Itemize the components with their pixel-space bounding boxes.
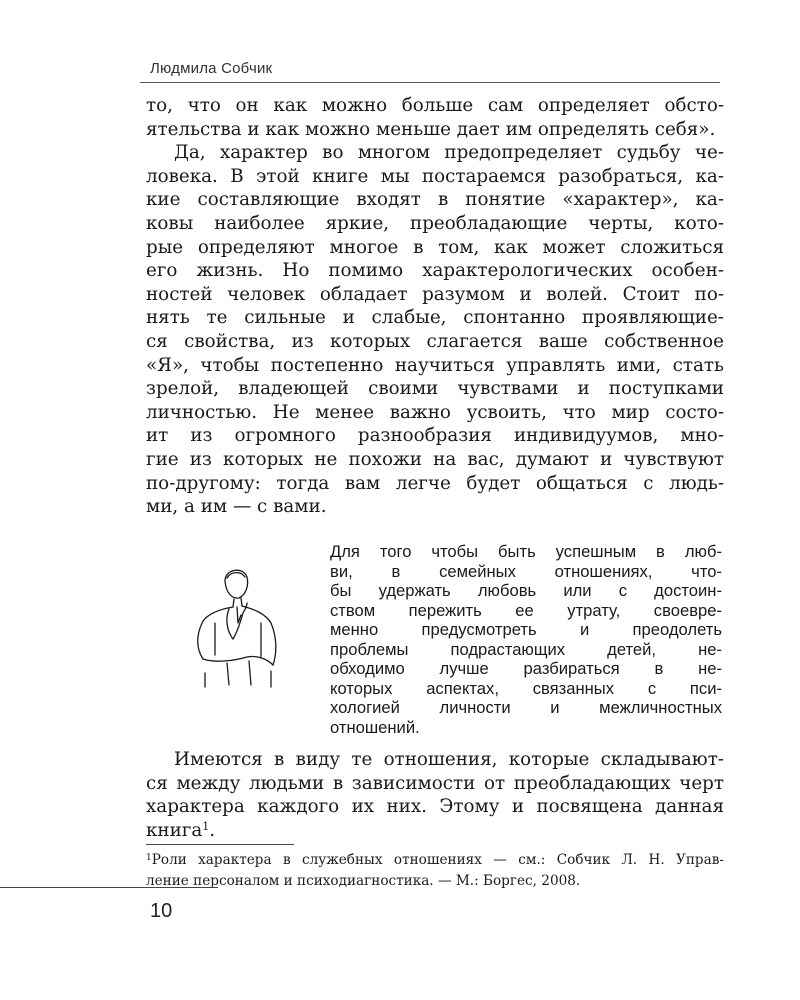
last-word: книга (146, 819, 203, 841)
footnote-mark: 1 (146, 853, 152, 863)
text-line: то, что он как можно больше сам определяет обсто- (146, 95, 724, 116)
text-line: ятельства и как можно меньше дает им определять себя». (146, 118, 716, 140)
callout-line: отношений. (330, 717, 420, 737)
text-line: его жизнь. Но помимо характерологических особен- (146, 260, 724, 282)
text-line: нять те сильные и слабые, спонтанно проявляющие- (146, 307, 724, 329)
text-line: по-другому: тогда вам легче будет общаться с людь- (146, 472, 724, 494)
header-rule (140, 82, 720, 83)
callout-line: проблемы подрастающих детей, не- (330, 639, 722, 659)
callout-box (330, 542, 722, 737)
text-line: рые определяют многое в том, как может сложиться (146, 236, 724, 258)
text-line: ловека. В этой книге мы постараемся разобраться, ка- (146, 165, 724, 187)
callout-line: обходимо лучше разбираться в не- (330, 659, 722, 678)
text-line: «Я», чтобы постепенно научиться управлять ими, стать (146, 354, 724, 376)
text-line: книга$^1$. (146, 819, 216, 841)
text-line: кие составляющие входят в понятие «характер», ка- (146, 189, 724, 211)
callout-line: Для того чтобы быть успешным в люб- (330, 542, 722, 561)
footnote-line (146, 850, 724, 871)
text-line: ся между людьми в зависимости от преобладающих черт (146, 772, 724, 794)
text-line: ся свойства, из которых слагается ваше собственное (146, 330, 724, 352)
text-line: Имеются в виду те отношения, которые складывают- (174, 749, 724, 770)
text-line: зрелой, владеющей своими чувствами и поступками (146, 378, 724, 400)
text-line: Да, характер во многом предопределяет судьбу че- (174, 142, 724, 164)
text-line: ми, а им — с вами. (146, 496, 327, 518)
text-line: ковы наиболее яркие, преобладающие черты, кото- (146, 212, 724, 234)
callout-line: хологией личности и межличностных (330, 698, 722, 717)
text-line: ит из огромного разнообразия индивидуумов, мно- (146, 425, 724, 447)
thinking-man-illustration (185, 563, 290, 688)
footnote-separator (146, 844, 294, 845)
paragraph-3 (146, 748, 724, 842)
callout-line: ством пережить ее утрату, своевре- (330, 600, 722, 620)
footnote (146, 850, 724, 892)
running-header-author: Людмила Собчик (150, 60, 273, 77)
footnote-text: Роли характера в служебных отношениях — см.: Собчик Л. Н. Управ- (151, 852, 724, 868)
callout-line: бы удержать любовь или с достоин- (330, 581, 722, 600)
paragraph-1 (146, 94, 724, 141)
body-text (146, 94, 724, 519)
paragraph-2 (146, 141, 724, 519)
text-line: ностей человек обладает разумом и волей. Стоит по- (146, 283, 724, 305)
text-line: гие из которых не похожи на вас, думают и чувствуют (146, 448, 724, 470)
footnote-line: ление персоналом и психодиагностика. — М.: Боргес, 2008. (146, 873, 581, 889)
page-number: 10 (150, 900, 173, 922)
callout-line: ви, в семейных отношениях, что- (330, 561, 722, 581)
callout-line: менно предусмотреть и преодолеть (330, 620, 722, 639)
text-line: характера каждого их них. Этому и посвящена данная (146, 796, 724, 818)
footer-rule (0, 887, 218, 888)
text-line: личностью. Не менее важно усвоить, что мир состо- (146, 401, 724, 423)
callout-line: которых аспектах, связанных с пси- (330, 678, 722, 698)
footnote-reference[interactable]: 1 (202, 819, 210, 833)
